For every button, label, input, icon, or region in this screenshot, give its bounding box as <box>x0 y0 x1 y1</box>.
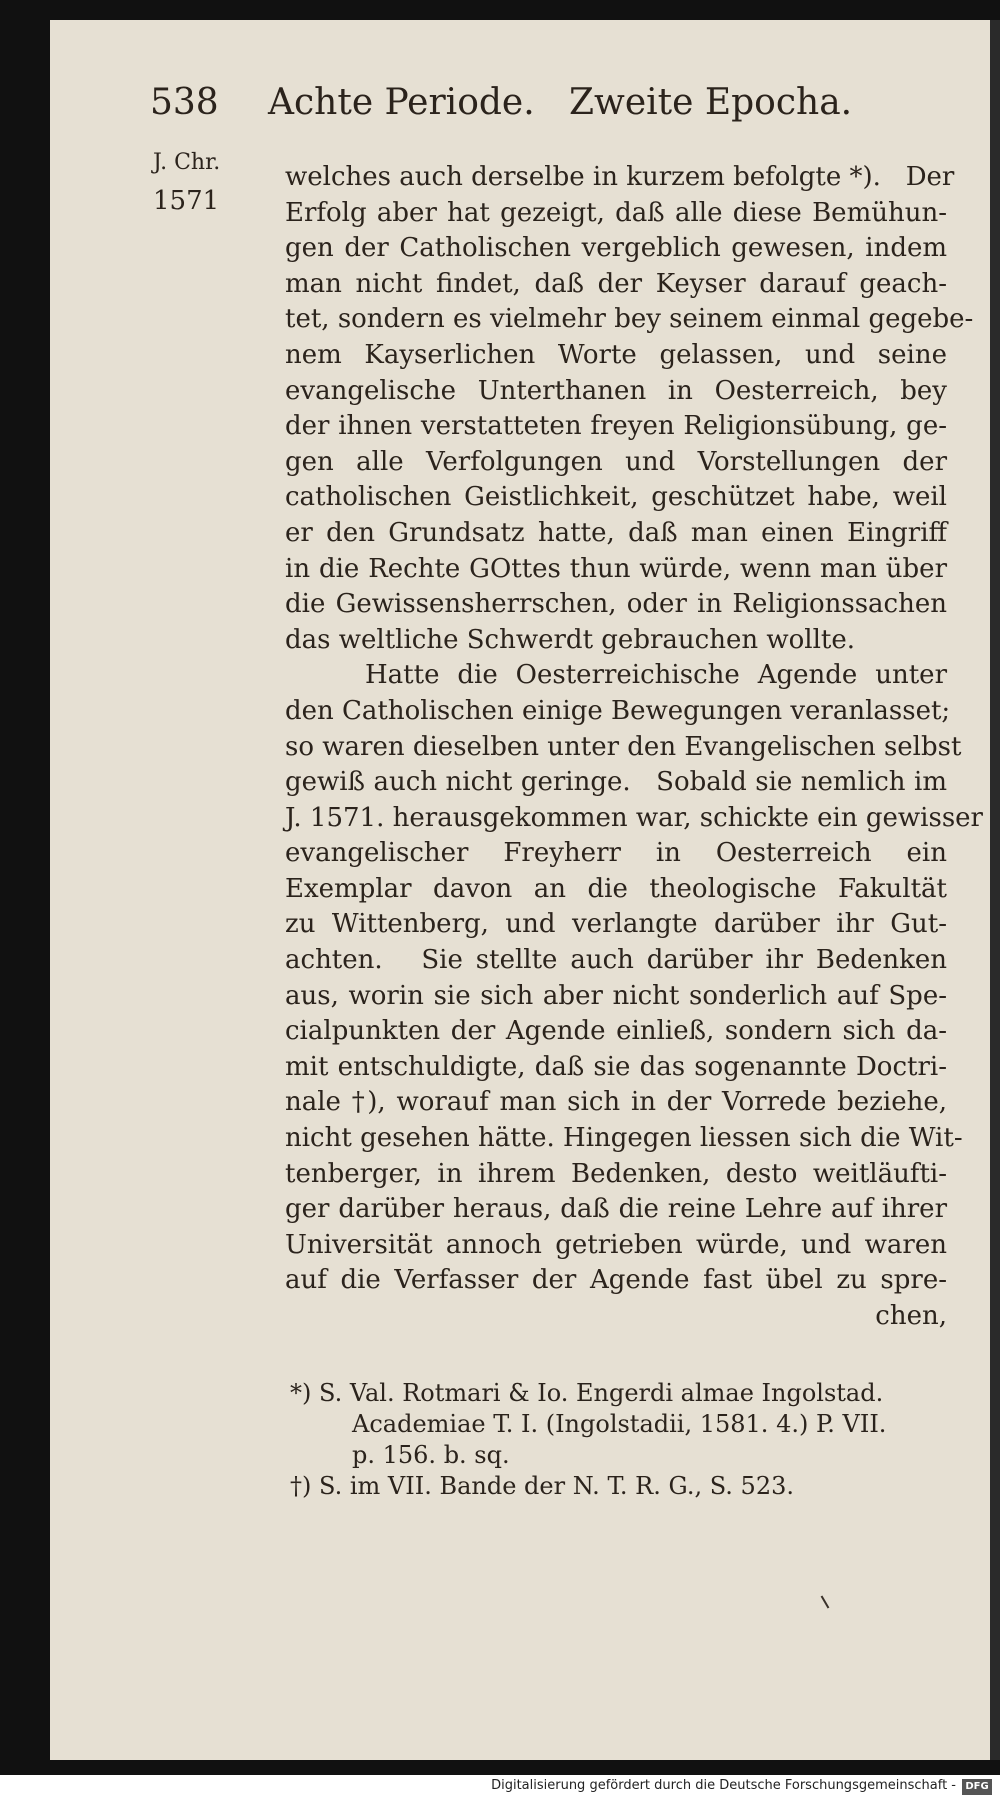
text-line: nem Kayserlichen Worte gelassen, und seine <box>285 339 947 370</box>
text-line: auf die Verfasser der Agende fast übel zu spre- <box>285 1265 947 1296</box>
text-line: J. 1571. herausgekommen war, schickte ein gewisser <box>285 802 983 833</box>
text-line: ger darüber heraus, daß die reine Lehre auf ihrer <box>285 1194 947 1225</box>
text-line: zu Wittenberg, und verlangte darüber ihr Gut- <box>285 909 947 940</box>
page-number: 538 <box>150 82 219 123</box>
text-line: Universität annoch getrieben würde, und waren <box>285 1229 947 1260</box>
text-line: gen alle Verfolgungen und Vorstellungen der <box>285 446 947 477</box>
text-line: mit entschuldigte, daß sie das sogenannte Doctri- <box>285 1051 947 1082</box>
footer-credit: Digitalisierung gefördert durch die Deutsche Forschungsgemeinschaft - <box>491 1778 956 1793</box>
catchword: chen, <box>875 1301 947 1331</box>
text-line: gewiß auch nicht geringe. Sobald sie nemlich im <box>285 767 947 798</box>
text-line: aus, worin sie sich aber nicht sonderlich auf Spe- <box>285 980 947 1011</box>
footnote-text: p. 156. b. sq. <box>352 1441 510 1469</box>
body-text <box>285 160 983 1335</box>
margin-note-year: 1571 <box>153 186 220 216</box>
text-line: er den Grundsatz hatte, daß man einen Eingriff <box>285 517 947 548</box>
dfg-logo-icon: DFG <box>962 1779 992 1795</box>
text-line: evangelische Unterthanen in Oesterreich, bey <box>285 375 947 406</box>
text-line: das weltliche Schwerdt gebrauchen wollte. <box>285 624 855 655</box>
margin-note-era: J. Chr. <box>153 150 221 175</box>
text-line: catholischen Geistlichkeit, geschützet habe, weil <box>285 482 947 513</box>
text-line: cialpunkten der Agende einließ, sondern sich da- <box>285 1016 947 1047</box>
text-line: nale †), worauf man sich in der Vorrede beziehe, <box>285 1087 947 1118</box>
text-line: achten. Sie stellte auch darüber ihr Bedenken <box>285 945 947 976</box>
footnote-1 <box>290 1378 950 1471</box>
text-line: welches auch derselbe in kurzem befolgte *). Der <box>285 162 955 192</box>
digitization-footer <box>0 1775 1000 1801</box>
text-line: nicht gesehen hätte. Hingegen liessen sich die Wit- <box>285 1123 963 1154</box>
text-line: gen der Catholischen vergeblich gewesen, indem <box>285 233 947 264</box>
footnote-2 <box>290 1471 950 1502</box>
footnote-text: Academiae T. I. (Ingolstadii, 1581. 4.) P. VII. <box>352 1410 887 1438</box>
text-line: die Gewissensherrschen, oder in Religionssachen <box>285 589 947 620</box>
text-line: so waren dieselben unter den Evangelischen selbst <box>285 731 962 762</box>
footnote-text: †) S. im VII. Bande der N. T. R. G., S. 523. <box>290 1472 794 1500</box>
footnote-text: *) S. Val. Rotmari & Io. Engerdi almae Ingolstad. <box>290 1379 884 1407</box>
page-header <box>150 82 852 123</box>
text-line: in die Rechte GOttes thun würde, wenn man über <box>285 553 947 584</box>
footnotes <box>290 1378 950 1502</box>
text-line: man nicht findet, daß der Keyser darauf geach- <box>285 268 947 299</box>
page-edge-shadow <box>990 20 1000 1760</box>
text-line: den Catholischen einige Bewegungen veranlasset; <box>285 695 951 726</box>
text-line: Exemplar davon an die theologische Fakultät <box>285 873 947 904</box>
paragraph-start-line: Hatte die Oesterreichische Agende unter <box>365 660 947 691</box>
text-line: tet, sondern es vielmehr bey seinem einmal gegebe- <box>285 304 974 335</box>
text-line: Erfolg aber hat gezeigt, daß alle diese Bemühun- <box>285 197 947 228</box>
text-line: tenberger, in ihrem Bedenken, desto weitläufti- <box>285 1158 947 1189</box>
text-line: evangelischer Freyherr in Oesterreich ein <box>285 838 947 869</box>
running-title: Achte Periode. Zweite Epocha. <box>268 82 853 123</box>
text-line: der ihnen verstatteten freyen Religionsübung, ge- <box>285 411 947 442</box>
